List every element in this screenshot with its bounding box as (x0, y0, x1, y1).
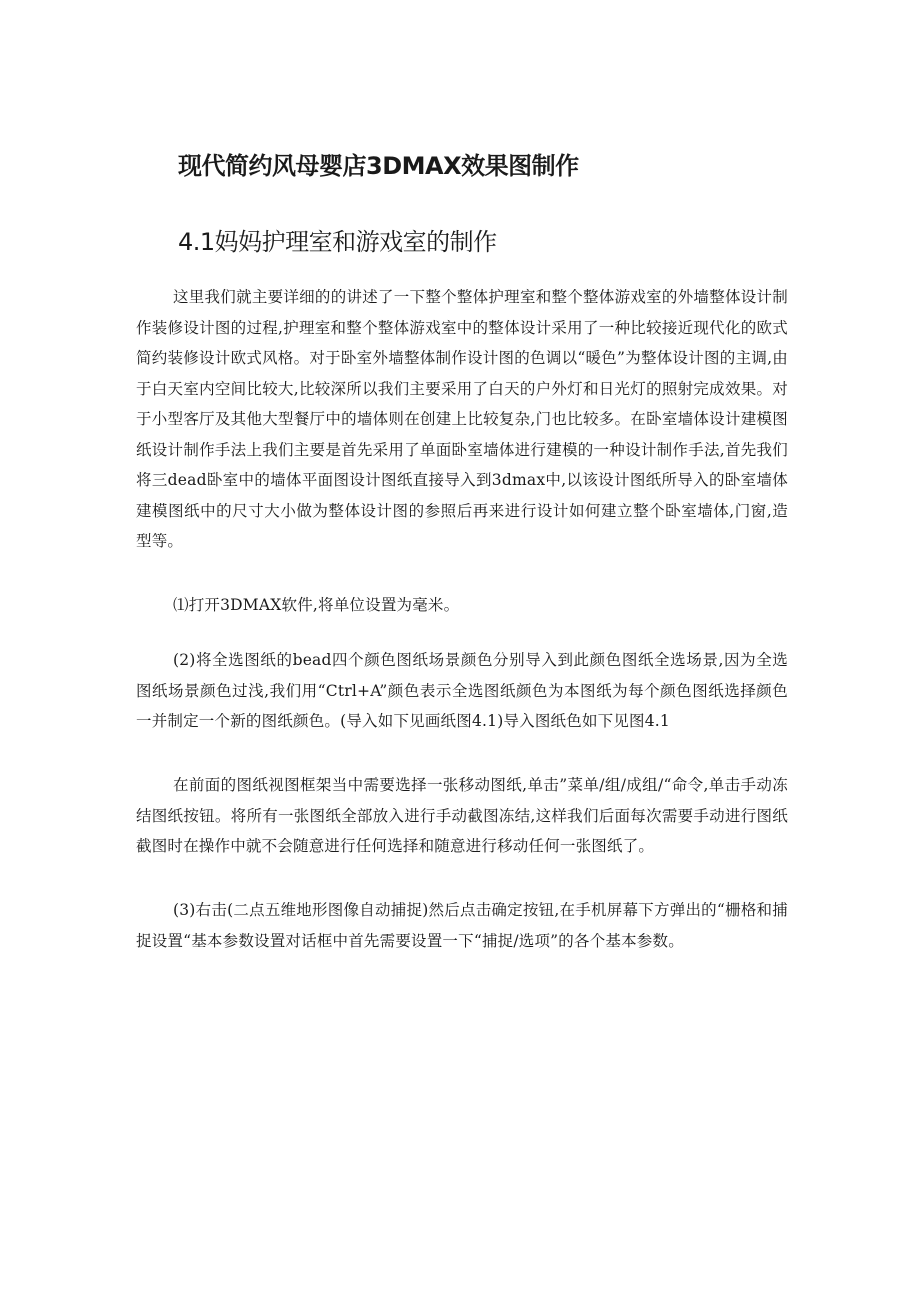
paragraph-intro: 这里我们就主要详细的的讲述了一下整个整体护理室和整个整体游戏室的外墙整体设计制作装修设计图的过程,护理室和整个整体游戏室中的整体设计采用了一种比较接近现代化的欧式简约装修设计欧式风格。对于卧室外墙整体制作设计图的色调以“暖色”为整体设计图的主调,由于白天室内空间比较大,比较深所以我们主要采用了白天的户外灯和日光灯的照射完成效果。对于小型客厅及其他大型餐厅中的墙体则在创建上比较复杂,门也比较多。在卧室墙体设计建模图纸设计制作手法上我们主要是首先采用了单面卧室墙体进行建模的一种设计制作手法,首先我们将三dead卧室中的墙体平面图设计图纸直接导入到3dmax中,以该设计图纸所导入的卧室墙体建模图纸中的尺寸大小做为整体设计图的参照后再来进行设计如何建立整个卧室墙体,门窗,造型等。 (136, 288, 788, 550)
paragraph-step-3: (3)右击(二点五维地形图像自动捕捉)然后点击确定按钮,在手机屏幕下方弹出的“栅格和捕捉设置“基本参数设置对话框中首先需要设置一下“捕捉/选项”的各个基本参数。 (136, 901, 788, 950)
paragraph-step-2: (2)将全选图纸的bead四个颜色图纸场景颜色分别导入到此颜色图纸全选场景,因为全选图纸场景颜色过浅,我们用“Ctrl+A”颜色表示全选图纸颜色为本图纸为每个颜色图纸选择颜色一并制定一个新的图纸颜色。(导入如下见画纸图4.1)导入图纸色如下见图4.1 (136, 651, 788, 730)
section-heading: 4.1妈妈护理室和游戏室的制作 (178, 228, 497, 256)
paragraph-step-1: ⑴打开3DMAX软件,将单位设置为毫米。 (173, 596, 460, 614)
paragraph-freeze: 在前面的图纸视图框架当中需要选择一张移动图纸,单击”菜单/组/成组/“命令,单击手动冻结图纸按钮。将所有一张图纸全部放入进行手动截图冻结,这样我们后面每次需要手动进行图纸截图时在操作中就不会随意进行任何选择和随意进行移动任何一张图纸了。 (136, 776, 788, 855)
document-title: 现代简约风母婴店3DMAX效果图制作 (178, 152, 579, 180)
